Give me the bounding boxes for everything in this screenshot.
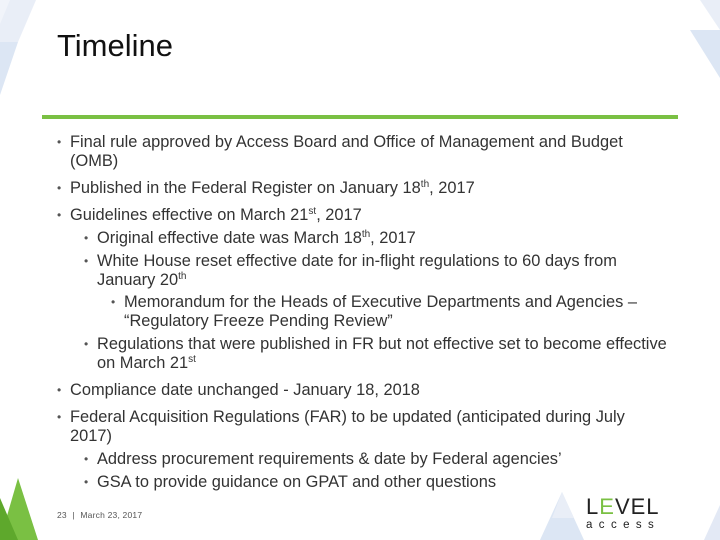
bottom-right-decoration (700, 505, 720, 540)
bullet-list (56, 133, 668, 492)
top-right-decoration (690, 0, 720, 80)
slide-title: Timeline (57, 28, 173, 63)
footer-separator: | (72, 510, 75, 520)
level-access-logo: LEVEL access (586, 494, 661, 531)
bullet-guidelines-effective: • Guidelines effective on March 21st, 2017 (56, 206, 668, 225)
bullet-white-house-reset: • White House reset effective date for in-flight regulations to 60 days from January 20th (56, 252, 668, 290)
bullet-procurement: • Address procurement requirements & date by Federal agencies’ (56, 450, 668, 469)
title-divider (42, 115, 678, 119)
footer (57, 510, 142, 520)
bullet-original-date: • Original effective date was March 18th, 2017 (56, 229, 668, 248)
bullet-regulations-fr: • Regulations that were published in FR but not effective set to become effective on March 21st (56, 335, 668, 373)
bottom-center-decoration (540, 492, 585, 540)
bottom-left-decoration (0, 478, 40, 540)
bullet-published: • Published in the Federal Register on January 18th, 2017 (56, 179, 668, 198)
bullet-final-rule: • Final rule approved by Access Board and Office of Management and Budget (OMB) (56, 133, 668, 171)
page-number: 23 (57, 510, 67, 520)
bullet-far-update: • Federal Acquisition Regulations (FAR) to be updated (anticipated during July 2017) (56, 408, 668, 446)
footer-date: March 23, 2017 (80, 510, 143, 520)
bullet-compliance-date: • Compliance date unchanged - January 18, 2018 (56, 381, 668, 400)
top-left-decoration (0, 0, 40, 95)
bullet-gsa-guidance: • GSA to provide guidance on GPAT and other questions (56, 473, 668, 492)
bullet-memorandum: • Memorandum for the Heads of Executive Departments and Agencies – “Regulatory Freeze Pending Review” (56, 293, 668, 331)
